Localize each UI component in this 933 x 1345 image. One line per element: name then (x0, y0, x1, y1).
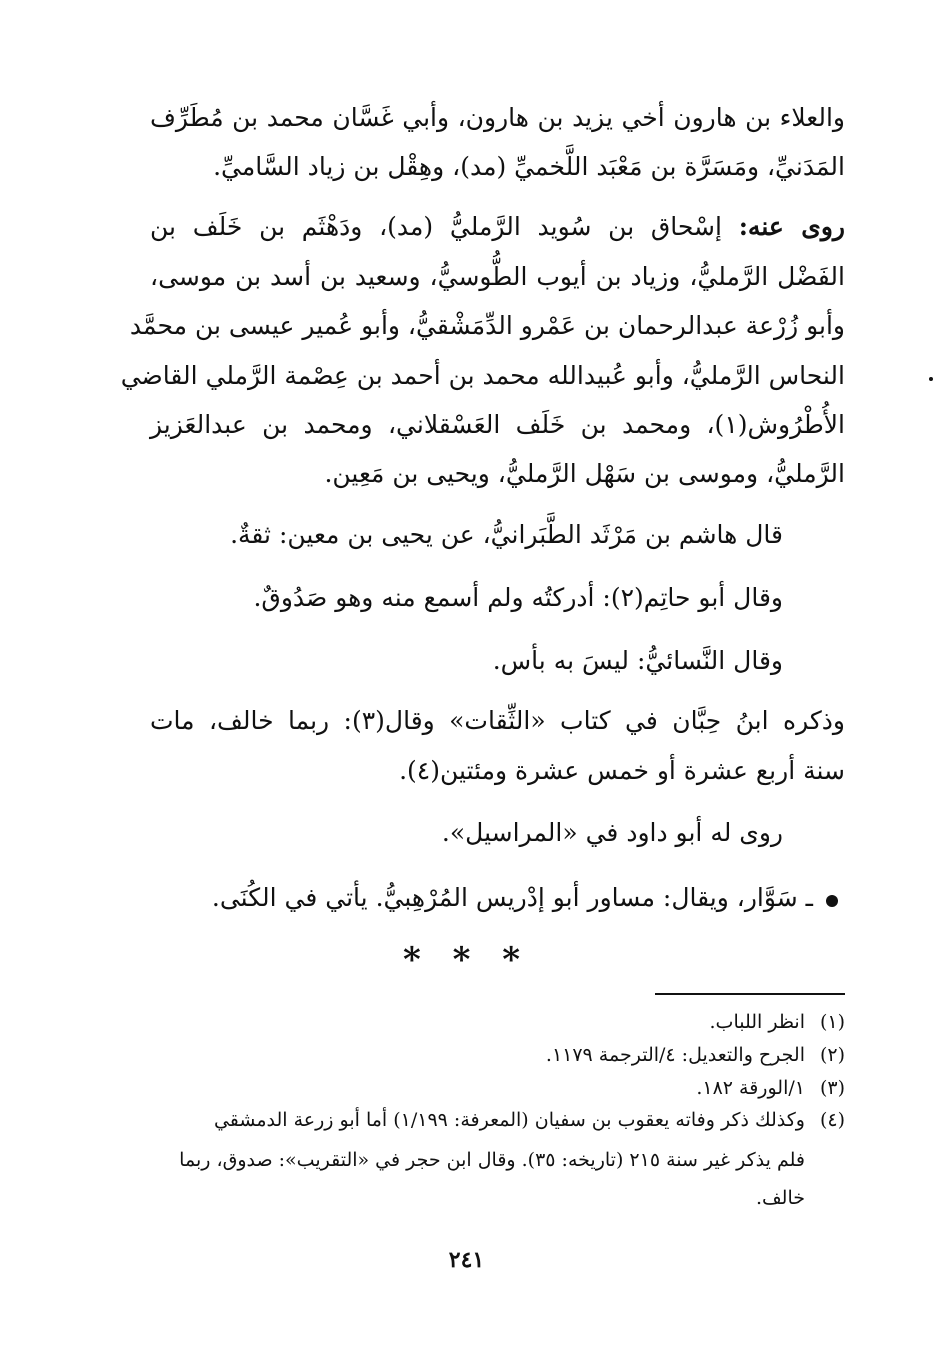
text-line-3 (150, 212, 845, 242)
footnote-1-text: انظر اللباب. (709, 1011, 805, 1033)
text-line-1: والعلاء بن هارون أخي يزيد بن هارون، وأبي غَسَّان محمد بن مُطَرِّف (150, 103, 845, 132)
text-line-15: ـ سَوَّار، ويقال: مساور أبو إدْريس المُرْهِبيُّ. يأتي في الكُنَى. (211, 883, 813, 912)
footnote-1-number: (١) (819, 1011, 845, 1033)
footnote-3-number: (٣) (819, 1077, 845, 1099)
text-line-2: المَدَنيِّ، ومَسَرَّة بن مَعْبَد اللَّخميِّ (مد)، وهِقْل بن زياد السَّاميِّ. (213, 152, 845, 181)
text-line-6: النحاس الرَّمليُّ، وأبو عُبيدالله محمد بن أحمد بن عِصْمة الرَّملي القاضي (120, 361, 845, 390)
text-line-4: الفَضْل الرَّمليُّ، وزياد بن أيوب الطُّوسيُّ، وسعيد بن أسد بن موسى، (150, 262, 845, 291)
text-line-10: وقال أبو حاتِم(٢): أدركتُه ولم أسمع منه وهو صَدُوقٌ. (253, 583, 783, 612)
footnote-4-continued-2: خالف. (755, 1187, 805, 1209)
page-number: ٢٤١ (448, 1247, 485, 1273)
margin-mark (929, 377, 933, 381)
footnote-3-text: ١/الورقة ١٨٢. (696, 1077, 805, 1099)
footnote-4-text: وكذلك ذكر وفاته يعقوب بن سفيان (المعرفة: ١/١٩٩) أما أبو زرعة الدمشقي (213, 1109, 805, 1131)
text-line-9: قال هاشم بن مَرْثَد الطَّبَرانيُّ، عن يحيى بن معين: ثقةٌ. (230, 520, 783, 549)
footnote-3 (150, 1076, 845, 1100)
footnote-1 (150, 1010, 845, 1034)
footnote-4-number: (٤) (819, 1109, 845, 1131)
text-line-11: وقال النَّسائيُّ: ليسَ به بأس. (492, 646, 783, 675)
footnote-2-text: الجرح والتعديل: ٤/الترجمة ١١٧٩. (545, 1044, 805, 1066)
text-line-13: سنة أربع عشرة أو خمس عشرة ومئتين(٤). (399, 756, 845, 785)
text-line-7: الأُطْرُوش(١)، ومحمد بن خَلَف العَسْقلاني، ومحمد بن عبدالعَزيز (150, 410, 845, 439)
footnote-4-continued: فلم يذكر غير سنة ٢١٥ (تاريخه: ٣٥). وقال ابن حجر في «التقريب»: صدوق، ربما (179, 1149, 805, 1171)
bullet-dot-icon (826, 895, 838, 907)
footnote-2 (150, 1043, 845, 1067)
narrators-label: روى عنه: (738, 212, 845, 241)
text-line-14: روى له أبو داود في «المراسيل». (441, 818, 783, 847)
footnote-2-number: (٢) (819, 1044, 845, 1066)
footnote-rule (655, 993, 845, 995)
text-line-5: وأبو زُرْعة عبدالرحمان بن عَمْرو الدِّمَشْقيُّ، وأبو عُمير عيسى بن محمَّد (129, 311, 845, 340)
section-separator: * * * (402, 940, 530, 980)
footnote-4 (150, 1108, 845, 1132)
text-line-12: وذكره ابنُ حِبَّان في كتاب «الثِّقات» وقال(٣): ربما خالف، مات (150, 706, 845, 735)
narrators-text: إسْحاق بن سُويد الرَّمليُّ (مد)، ودَهْثَم بن خَلَف بن (150, 212, 722, 241)
text-line-8: الرَّمليُّ، وموسى بن سَهْل الرَّمليُّ، ويحيى بن مَعِين. (324, 459, 845, 488)
